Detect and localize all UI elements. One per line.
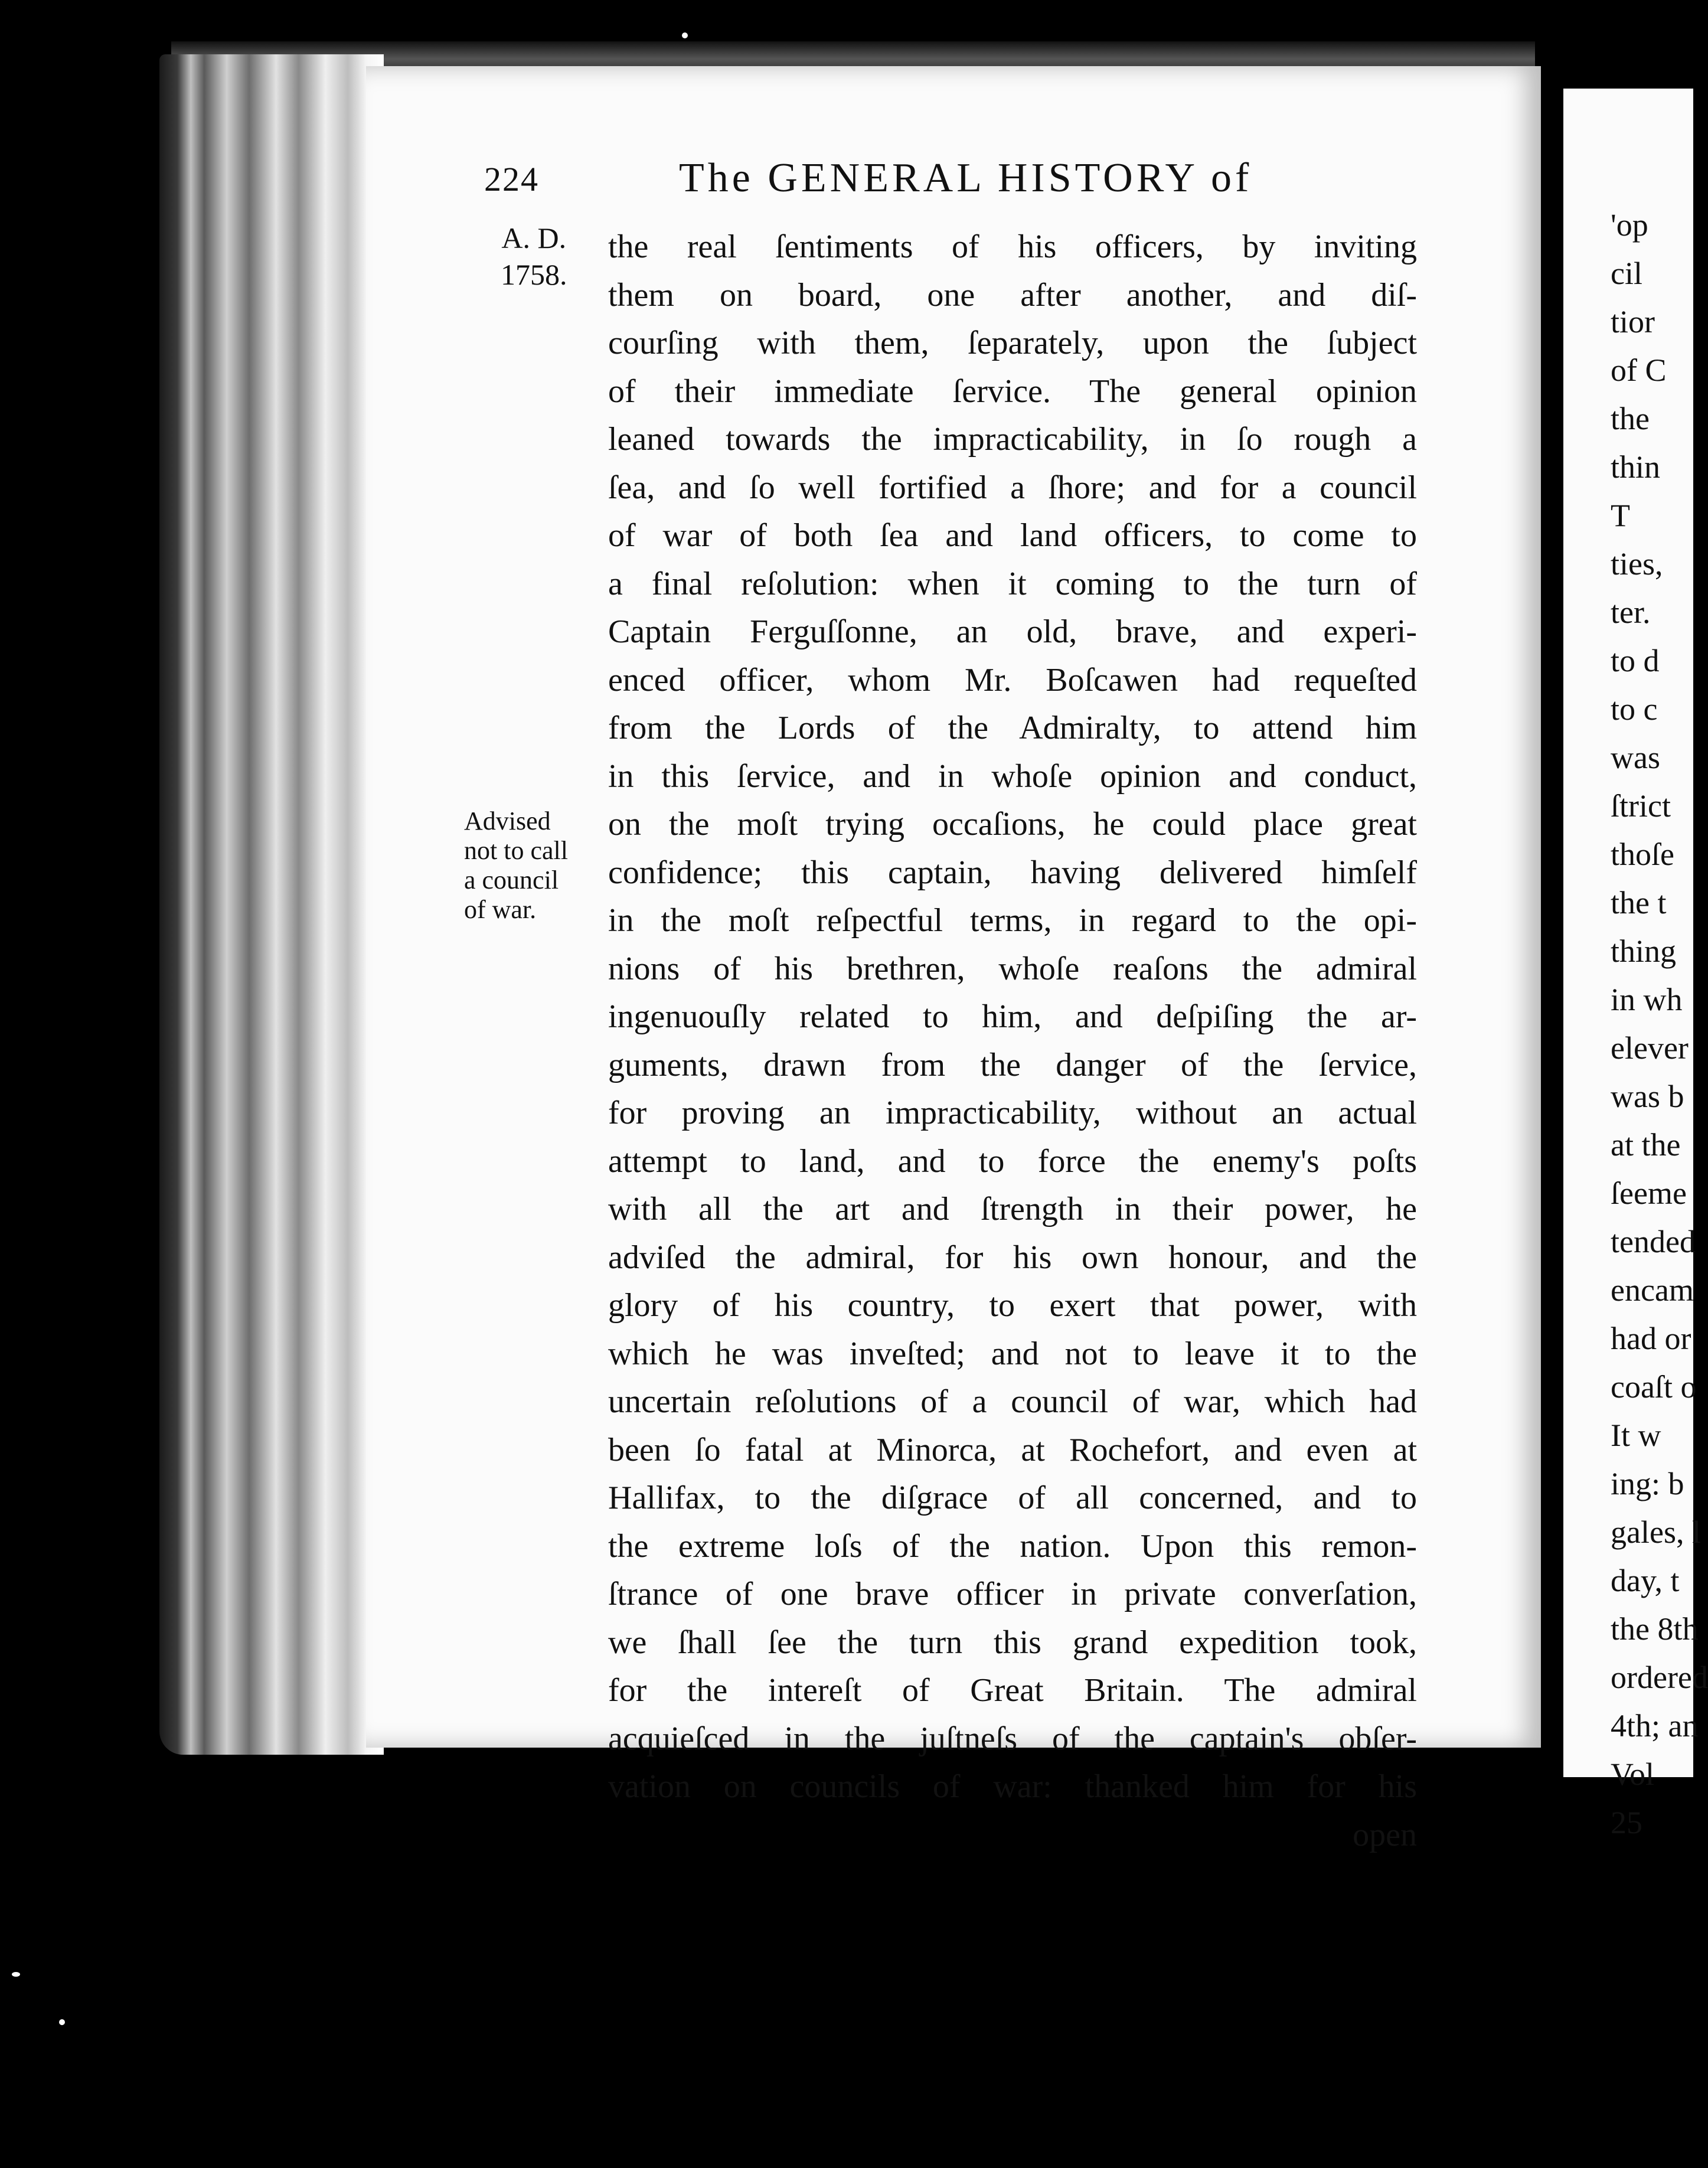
gutter — [1541, 53, 1565, 1777]
right-page-fragment: gales, l — [1611, 1514, 1701, 1550]
text-line: ſtrance of one brave officer in private converſation, — [608, 1576, 1417, 1612]
side-note-line: Advised — [464, 807, 551, 835]
text-line: a final reſolution: when it coming to the turn of — [608, 565, 1417, 602]
text-line: attempt to land, and to force the enemy's poſts — [608, 1142, 1417, 1180]
text-line: Hallifax, to the diſgrace of all concerned, and to — [608, 1480, 1417, 1516]
text-line: ingenuouſly related to him, and deſpiſing the ar- — [608, 998, 1417, 1035]
text-line: vation on councils of war: thanked him for his — [608, 1768, 1417, 1805]
text-line: we ſhall ſee the turn this grand expedition took, — [608, 1624, 1417, 1661]
right-page-fragment: ſeeme — [1611, 1176, 1687, 1211]
right-page-fragment: 25 — [1611, 1805, 1642, 1840]
side-note — [464, 807, 568, 925]
text-line: for proving an impracticability, without an actual — [608, 1095, 1417, 1131]
side-note-line: not to call — [464, 836, 568, 865]
text-line: leaned towards the impracticability, in ſo rough a — [608, 421, 1417, 458]
text-line: adviſed the admiral, for his own honour, and the — [608, 1239, 1417, 1276]
side-note-line: a council — [464, 866, 559, 894]
right-page-text — [1611, 201, 1708, 1847]
text-line: in the moſt reſpectful terms, in regard to the opi- — [608, 902, 1417, 939]
right-page-fragment: T — [1611, 498, 1630, 533]
text-line: on the moſt trying occaſions, he could place great — [608, 806, 1417, 843]
right-page-fragment: ing: b — [1611, 1466, 1684, 1501]
right-page-fragment: thoſe — [1611, 837, 1674, 872]
right-page-fragment: cil — [1611, 256, 1642, 291]
right-page-fragment: ties, — [1611, 546, 1663, 582]
right-page-fragment: had or — [1611, 1321, 1691, 1356]
right-page-fragment: coaſt o — [1611, 1369, 1697, 1405]
text-line: Captain Ferguſſonne, an old, brave, and experi- — [608, 613, 1417, 650]
text-line: confidence; this captain, having delivered himſelf — [608, 854, 1417, 891]
text-line: of war of both ſea and land officers, to come to — [608, 517, 1417, 554]
text-line: the extreme loſs of the nation. Upon this remon- — [608, 1527, 1417, 1565]
text-line: been ſo fatal at Minorca, at Rochefort, and even at — [608, 1431, 1417, 1468]
scan-speck — [12, 1972, 20, 1977]
right-page-fragment: was — [1611, 740, 1660, 775]
right-page-fragment: elever — [1611, 1030, 1689, 1066]
running-head: The GENERAL HISTORY of — [679, 155, 1253, 201]
text-line: from the Lords of the Admiralty, to attend him — [608, 710, 1417, 746]
right-page-fragment: ter. — [1611, 595, 1651, 630]
page-fore-edges — [159, 54, 384, 1755]
right-page-fragment: It w — [1611, 1418, 1661, 1453]
right-page-fragment: encam — [1611, 1272, 1694, 1308]
right-page-fragment: was b — [1611, 1079, 1684, 1114]
right-page-fragment: tended — [1611, 1224, 1696, 1259]
catchword: open — [1353, 1816, 1417, 1853]
text-line: of their immediate ſervice. The general opinion — [608, 373, 1417, 410]
right-page-fragment: to d — [1611, 643, 1660, 678]
text-line: for the intereſt of Great Britain. The admiral — [608, 1672, 1417, 1709]
scan-speck — [59, 2019, 65, 2025]
side-note-line: of war. — [464, 895, 537, 924]
right-page-fragment: thing — [1611, 933, 1677, 969]
right-page-fragment: at the — [1611, 1127, 1681, 1163]
right-page-fragment: Vol — [1611, 1756, 1655, 1792]
text-line: acquieſced in the juſtneſs of the captain's obſer- — [608, 1720, 1417, 1757]
text-line: enced officer, whom Mr. Boſcawen had requeſted — [608, 661, 1417, 698]
right-page-fragment: the t — [1611, 885, 1667, 920]
right-page-fragment: day, t — [1611, 1563, 1680, 1598]
text-line: which he was inveſted; and not to leave it to the — [608, 1335, 1417, 1372]
text-line: nions of his brethren, whoſe reaſons the admiral — [608, 950, 1417, 987]
text-line: guments, drawn from the danger of the ſervice, — [608, 1046, 1417, 1083]
right-page-fragment: the 8th — [1611, 1611, 1699, 1647]
right-page-fragment: of C — [1611, 352, 1667, 388]
margin-year-value: 1758. — [501, 258, 567, 291]
right-page-fragment: to c — [1611, 691, 1658, 727]
text-line: with all the art and ſtrength in their power, he — [608, 1191, 1417, 1227]
margin-year — [501, 220, 567, 293]
page-number: 224 — [484, 160, 539, 198]
text-line: in this ſervice, and in whoſe opinion and conduct, — [608, 758, 1417, 795]
right-page-fragment: in wh — [1611, 982, 1683, 1017]
right-page-fragment: thin — [1611, 449, 1661, 485]
right-page-fragment: ſtrict — [1611, 788, 1671, 824]
text-line: uncertain reſolutions of a council of war, which had — [608, 1383, 1417, 1420]
right-page-fragment: the — [1611, 401, 1650, 436]
page-header — [484, 155, 1405, 213]
scan-speck — [682, 32, 688, 38]
text-line: ſea, and ſo well fortified a ſhore; and for a council — [608, 469, 1417, 506]
right-page-fragment: ordered — [1611, 1660, 1708, 1695]
right-page-fragment: tior — [1611, 304, 1655, 339]
text-line: them on board, one after another, and diſ- — [608, 276, 1417, 314]
right-page-fragment: 'op — [1611, 207, 1648, 243]
text-line: the real ſentiments of his officers, by inviting — [608, 228, 1417, 265]
text-line: courſing with them, ſeparately, upon the ſubject — [608, 325, 1417, 361]
margin-year-label: A. D. — [501, 221, 567, 254]
text-line: glory of his country, to exert that power, with — [608, 1287, 1417, 1324]
body-text — [608, 223, 1417, 1859]
right-page-fragment: 4th; an — [1611, 1708, 1699, 1743]
